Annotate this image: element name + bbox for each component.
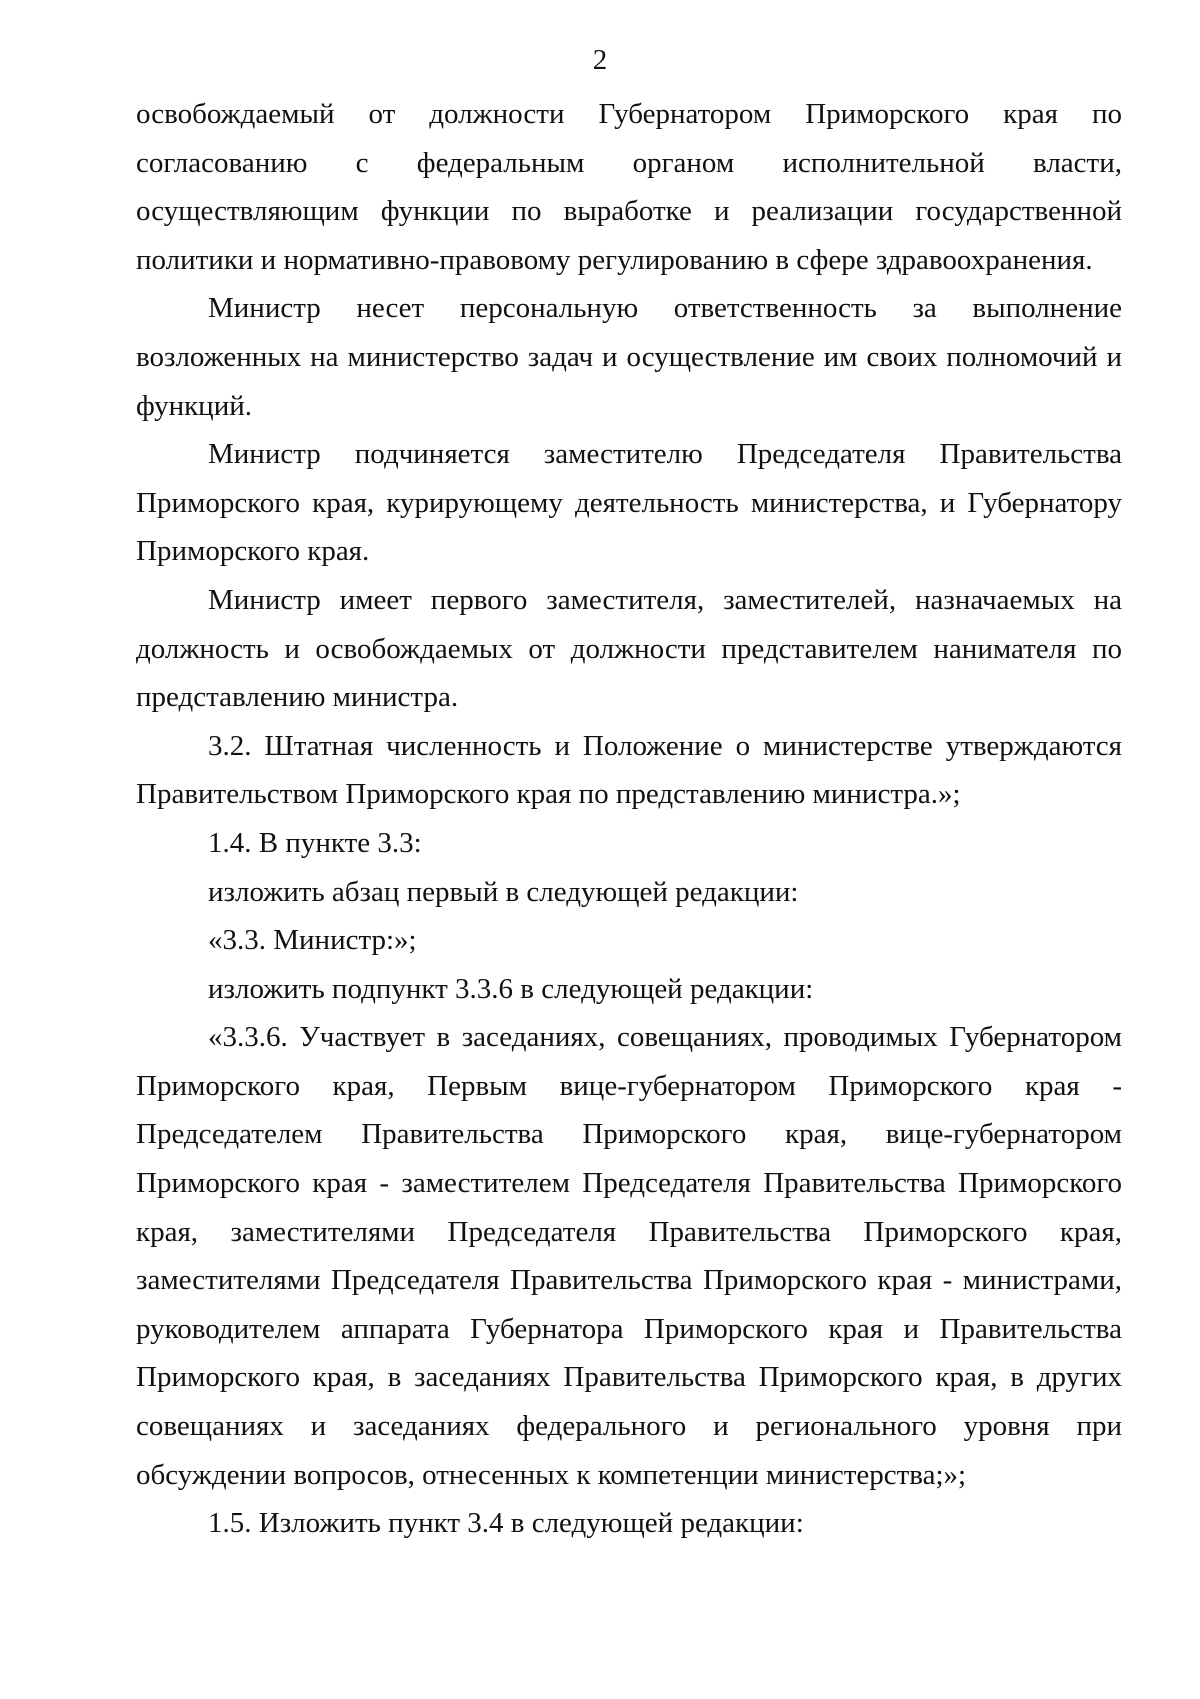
page-number: 2 [592,44,608,76]
paragraph-amend-subclause: изложить подпункт 3.3.6 в следующей редакции: [208,972,814,1005]
paragraph-clause-3-3-6: «3.3.6. Участвует в заседаниях, совещаниях, проводимых Губернатором Приморского края, Первым вице-губернатором Приморского края - Председателем Правительства Приморского края, вице-губернатором Приморского края - заместителем Председателя Правительства Приморского края, заместителями Председателя Правительства Приморского края, заместителями Председателя Правительства Приморского края - министрами, руководителем аппарата Губернатора Приморского края и Правительства Приморского края, в заседаниях Правительства Приморского края, в других совещаниях и заседаниях федерального и регионального уровня при обсуждении вопросов, отнесенных к компетенции министерства;»; [136,1021,1122,1491]
paragraph-clause-3-3: «3.3. Министр:»; [208,924,417,957]
paragraph-item-1-4: 1.4. В пункте 3.3: [208,826,422,859]
paragraph-amend-first-abzac: изложить абзац первый в следующей редакции: [208,875,799,908]
paragraph-continuation: освобождаемый от должности Губернатором Приморского края по согласованию с федеральным органом исполнительной власти, осуществляющим функции по выработке и реализации государственной политики и нормативно-правовому регулированию в сфере здравоохранения. [136,98,1122,276]
paragraph-minister-deputies: Министр имеет первого заместителя, заместителей, назначаемых на должность и освобождаемых от должности представителем нанимателя по представлению министра. [136,583,1122,714]
paragraph-minister-subordination: Министр подчиняется заместителю Председателя Правительства Приморского края, курирующему деятельность министерства, и Губернатору Приморского края. [136,438,1122,568]
paragraph-clause-3-2: 3.2. Штатная численность и Положение о министерстве утверждаются Правительством Приморского края по представлению министра.»; [136,729,1122,811]
document-body [136,90,1122,1548]
paragraph-item-1-5: 1.5. Изложить пункт 3.4 в следующей редакции: [208,1507,804,1540]
paragraph-minister-responsibility: Министр несет персональную ответственность за выполнение возложенных на министерство задач и осуществление им своих полномочий и функций. [136,292,1122,422]
